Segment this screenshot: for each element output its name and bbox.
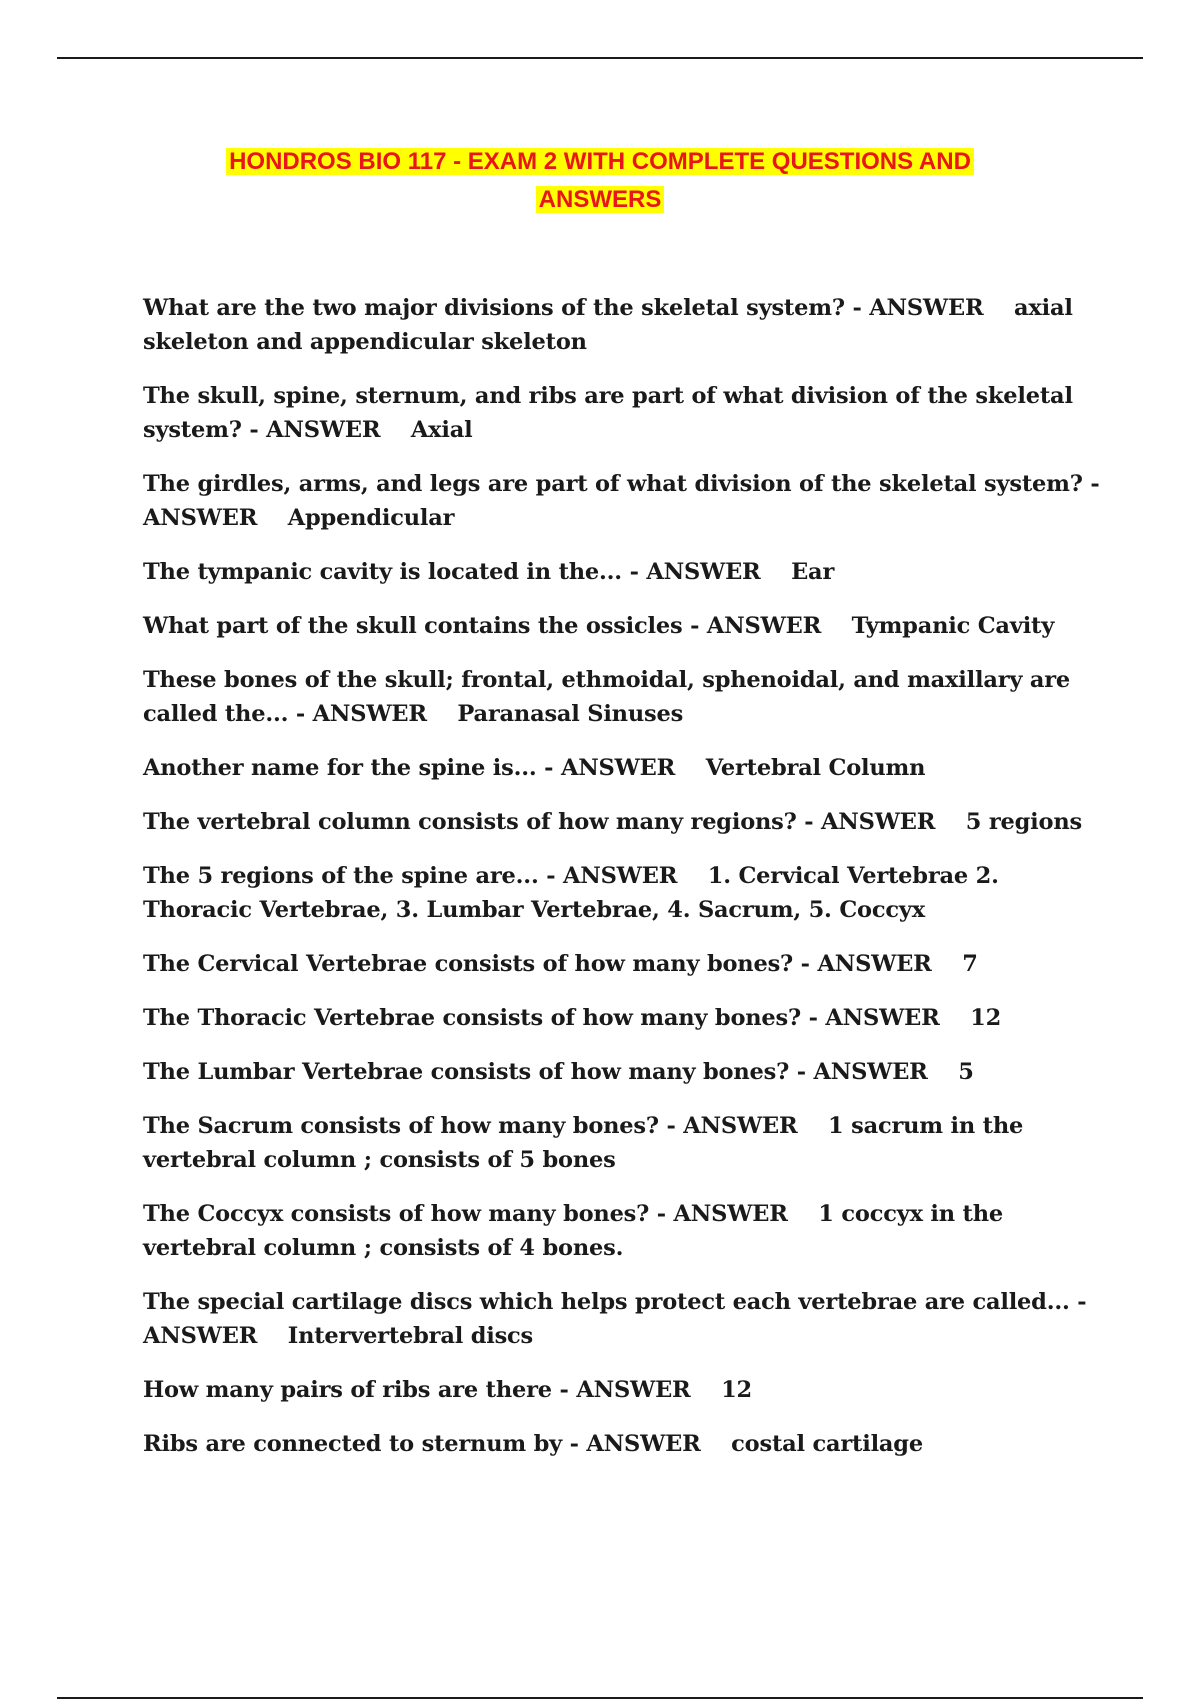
qa-item: [143, 609, 1103, 643]
answer-text: 5 regions: [965, 809, 1082, 835]
answer-marker: ANSWER: [143, 505, 258, 531]
question-text: The Thoracic Vertebrae consists of how many bones? -: [143, 1005, 818, 1031]
answer-text: 1 sacrum in the vertebral column ; consists of 5 bones: [143, 1113, 1024, 1173]
answer-marker: ANSWER: [266, 417, 381, 443]
question-text: The Coccyx consists of how many bones? -: [143, 1201, 666, 1227]
question-text: The girdles, arms, and legs are part of what division of the skeletal system? -: [143, 471, 1100, 497]
answer-text: 1. Cervical Vertebrae 2. Thoracic Vertebrae, 3. Lumbar Vertebrae, 4. Sacrum, 5. Coccyx: [143, 863, 999, 923]
answer-text: costal cartilage: [731, 1431, 923, 1457]
qa-item: [143, 555, 1103, 589]
answer-marker: ANSWER: [143, 1323, 258, 1349]
qa-item: [143, 663, 1103, 731]
question-text: The 5 regions of the spine are... -: [143, 863, 556, 889]
qa-item: [143, 1285, 1103, 1353]
answer-text: 7: [962, 951, 978, 977]
answer-marker: ANSWER: [706, 613, 822, 639]
answer-text: 1 coccyx in the vertebral column ; consists of 4 bones.: [143, 1201, 1004, 1261]
question-text: How many pairs of ribs are there -: [143, 1377, 569, 1403]
answer-text: Axial: [410, 417, 473, 443]
answer-text: Appendicular: [287, 505, 455, 531]
answer-marker: ANSWER: [813, 1059, 928, 1085]
answer-marker: ANSWER: [646, 559, 761, 585]
document-title: [100, 143, 1100, 219]
answer-marker: ANSWER: [563, 863, 678, 889]
answer-marker: ANSWER: [560, 755, 676, 781]
answer-marker: ANSWER: [821, 809, 936, 835]
qa-item: [143, 1055, 1103, 1089]
question-text: The Cervical Vertebrae consists of how many bones? -: [143, 951, 810, 977]
qa-item: [143, 291, 1103, 359]
bottom-divider: [57, 1697, 1143, 1699]
title-line-1: HONDROS BIO 117 - EXAM 2 WITH COMPLETE QUESTIONS AND: [226, 148, 974, 175]
qa-item: [143, 1427, 1103, 1461]
question-text: The skull, spine, sternum, and ribs are part of what division of the skeletal system? -: [143, 383, 1073, 443]
top-divider: [57, 57, 1143, 59]
answer-marker: ANSWER: [673, 1201, 788, 1227]
question-text: The Sacrum consists of how many bones? -: [143, 1113, 676, 1139]
answer-marker: ANSWER: [825, 1005, 940, 1031]
answer-marker: ANSWER: [586, 1431, 701, 1457]
answer-marker: ANSWER: [869, 295, 984, 321]
question-text: Ribs are connected to sternum by -: [143, 1431, 579, 1457]
qa-list: [143, 291, 1103, 1481]
answer-text: axial skeleton and appendicular skeleton: [143, 295, 1073, 355]
answer-text: Tympanic Cavity: [851, 613, 1055, 639]
question-text: What part of the skull contains the ossicles -: [143, 613, 700, 639]
answer-text: 12: [970, 1005, 1002, 1031]
qa-item: [143, 947, 1103, 981]
qa-item: [143, 1001, 1103, 1035]
question-text: What are the two major divisions of the skeletal system? -: [143, 295, 862, 321]
qa-item: [143, 859, 1103, 927]
qa-item: [143, 805, 1103, 839]
answer-text: Paranasal Sinuses: [457, 701, 684, 727]
question-text: Another name for the spine is... -: [143, 755, 554, 781]
answer-marker: ANSWER: [576, 1377, 691, 1403]
question-text: The Lumbar Vertebrae consists of how many bones? -: [143, 1059, 806, 1085]
question-text: The tympanic cavity is located in the... -: [143, 559, 639, 585]
qa-item: [143, 379, 1103, 447]
answer-marker: ANSWER: [312, 701, 427, 727]
answer-text: Ear: [791, 559, 835, 585]
title-line-2: ANSWERS: [536, 186, 665, 213]
answer-text: 5: [958, 1059, 974, 1085]
answer-text: Vertebral Column: [705, 755, 926, 781]
question-text: These bones of the skull; frontal, ethmoidal, sphenoidal, and maxillary are called the... -: [143, 667, 1071, 727]
qa-item: [143, 1197, 1103, 1265]
answer-marker: ANSWER: [817, 951, 932, 977]
qa-item: [143, 1109, 1103, 1177]
question-text: The vertebral column consists of how many regions? -: [143, 809, 814, 835]
qa-item: [143, 751, 1103, 785]
question-text: The special cartilage discs which helps protect each vertebrae are called... -: [143, 1289, 1087, 1315]
answer-marker: ANSWER: [683, 1113, 798, 1139]
answer-text: Intervertebral discs: [287, 1323, 534, 1349]
qa-item: [143, 1373, 1103, 1407]
answer-text: 12: [721, 1377, 752, 1403]
qa-item: [143, 467, 1103, 535]
